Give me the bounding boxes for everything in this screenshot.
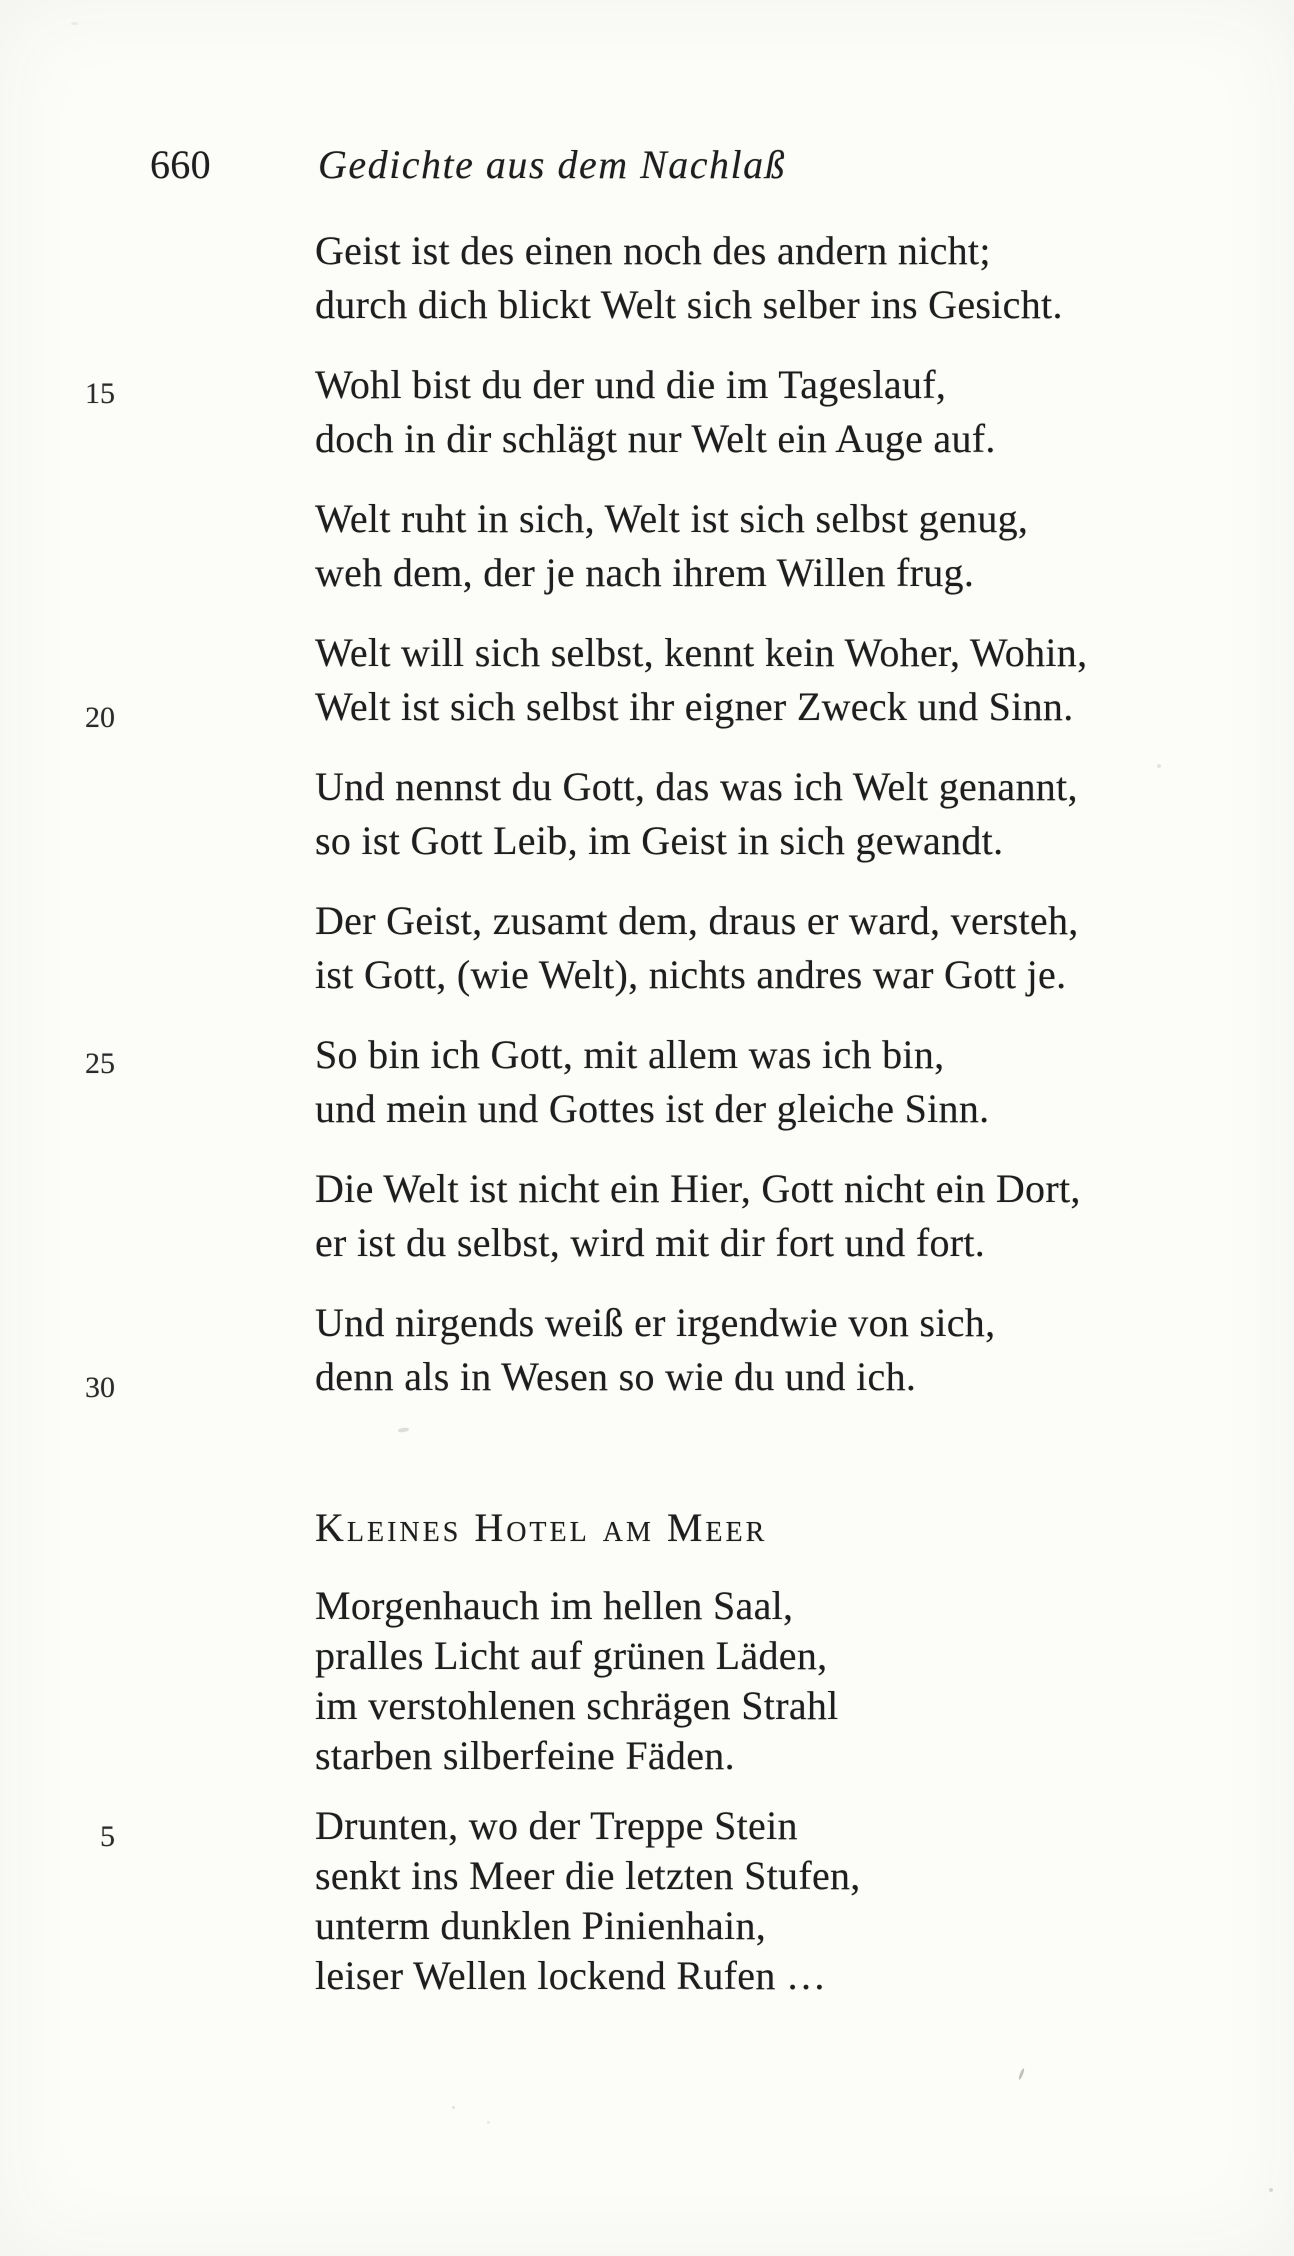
scan-speck bbox=[452, 2106, 455, 2109]
poem-line: ist Gott, (wie Welt), nichts andres war Gott je. bbox=[315, 952, 1067, 997]
poem1-couplet bbox=[315, 358, 996, 466]
poem-line: pralles Licht auf grünen Läden, bbox=[315, 1633, 828, 1678]
running-head: Gedichte aus dem Nachlaß bbox=[318, 142, 787, 187]
poem-line: Drunten, wo der Treppe Stein bbox=[315, 1803, 798, 1848]
poem-line: Morgenhauch im hellen Saal, bbox=[315, 1583, 794, 1628]
poem-line: Der Geist, zusamt dem, draus er ward, versteh, bbox=[315, 898, 1079, 943]
poem-line: Welt will sich selbst, kennt kein Woher, Wohin, bbox=[315, 630, 1088, 675]
poem2-stanza bbox=[315, 1581, 839, 1781]
poem-line: doch in dir schlägt nur Welt ein Auge auf. bbox=[315, 416, 996, 461]
page-number: 660 bbox=[150, 142, 211, 187]
poem-line: unterm dunklen Pinienhain, bbox=[315, 1903, 767, 1948]
poem2-stanza bbox=[315, 1801, 861, 2001]
poem-line: so ist Gott Leib, im Geist in sich gewandt. bbox=[315, 818, 1004, 863]
poem1-couplet bbox=[315, 894, 1079, 1002]
line-number-20: 20 bbox=[85, 701, 115, 734]
poem-line: im verstohlenen schrägen Strahl bbox=[315, 1683, 839, 1728]
line-number-15: 15 bbox=[85, 377, 115, 410]
scan-speck bbox=[1018, 2068, 1025, 2080]
scan-speck bbox=[71, 22, 78, 25]
poem-line: weh dem, der je nach ihrem Willen frug. bbox=[315, 550, 975, 595]
poem-line: starben silberfeine Fäden. bbox=[315, 1733, 735, 1778]
poem1-couplet bbox=[315, 760, 1078, 868]
poem1-couplet bbox=[315, 1028, 989, 1136]
poem-line: Welt ruht in sich, Welt ist sich selbst genug, bbox=[315, 496, 1029, 541]
poem-line: So bin ich Gott, mit allem was ich bin, bbox=[315, 1032, 945, 1077]
poem1-couplet bbox=[315, 1162, 1081, 1270]
poem-line: Geist ist des einen noch des andern nicht; bbox=[315, 228, 991, 273]
poem-line: Und nennst du Gott, das was ich Welt genannt, bbox=[315, 764, 1078, 809]
poem1-couplet bbox=[315, 492, 1028, 600]
poem-line: Die Welt ist nicht ein Hier, Gott nicht ein Dort, bbox=[315, 1166, 1081, 1211]
scan-speck bbox=[1269, 2188, 1273, 2192]
poem-line: er ist du selbst, wird mit dir fort und fort. bbox=[315, 1220, 986, 1265]
line-number-30: 30 bbox=[85, 1371, 115, 1404]
poem-title: Kleines Hotel am Meer bbox=[315, 1505, 768, 1550]
poem-line: und mein und Gottes ist der gleiche Sinn. bbox=[315, 1086, 990, 1131]
poem-line: denn als in Wesen so wie du und ich. bbox=[315, 1354, 917, 1399]
poem-line: durch dich blickt Welt sich selber ins Gesicht. bbox=[315, 282, 1063, 327]
scan-speck bbox=[487, 2121, 490, 2124]
poem1-couplet bbox=[315, 224, 1063, 332]
poem-line: leiser Wellen lockend Rufen … bbox=[315, 1953, 827, 1998]
line-number-25: 25 bbox=[85, 1047, 115, 1080]
scan-speck bbox=[1157, 764, 1161, 768]
poem1-couplet bbox=[315, 1296, 995, 1404]
poem-line: Welt ist sich selbst ihr eigner Zweck und Sinn. bbox=[315, 684, 1074, 729]
scan-speck bbox=[398, 1427, 409, 1432]
poem1-couplet bbox=[315, 626, 1087, 734]
poem-line: Und nirgends weiß er irgendwie von sich, bbox=[315, 1300, 996, 1345]
poem-line: senkt ins Meer die letzten Stufen, bbox=[315, 1853, 861, 1898]
poem-line: Wohl bist du der und die im Tageslauf, bbox=[315, 362, 947, 407]
line-number-5: 5 bbox=[100, 1820, 115, 1853]
